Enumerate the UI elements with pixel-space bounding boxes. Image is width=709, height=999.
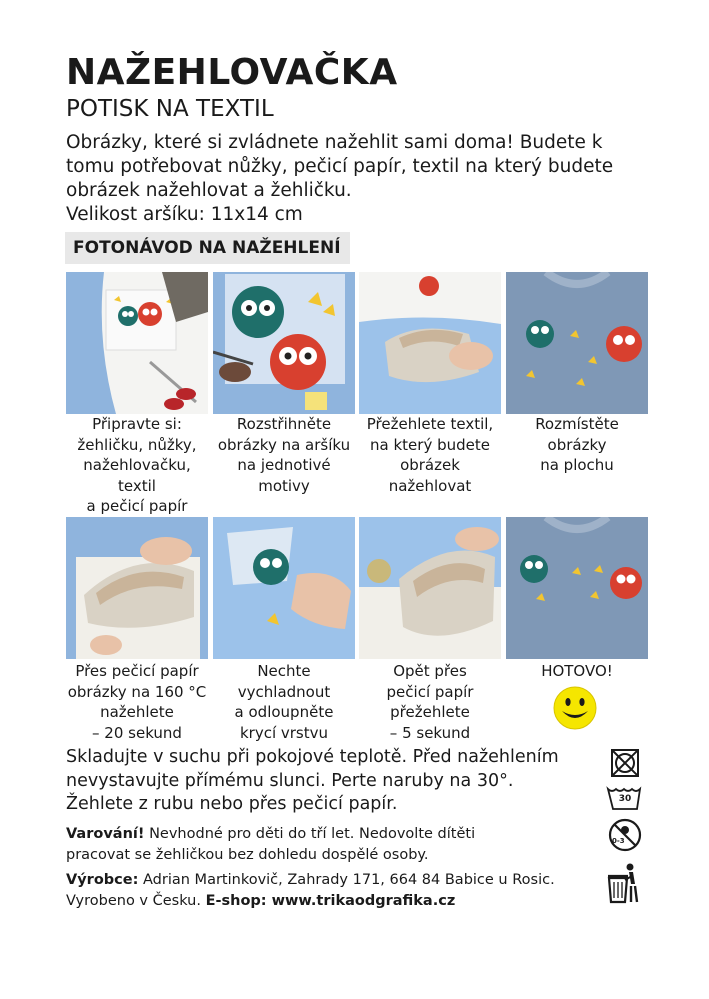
step-prepare-photo: [66, 272, 208, 414]
age-label: 0-3: [612, 837, 625, 845]
intro-line: tomu potřebovat nůžky, pečicí papír, textil na který budete: [66, 156, 614, 177]
step-done-photo: [506, 517, 648, 659]
step-peel-photo: [213, 517, 355, 659]
step-caption: HOTOVO!: [541, 662, 613, 680]
storage-instructions: Skladujte v suchu při pokojové teplotě. Před nažehlením nevystavujte přímému slunci. Perte naruby na 30°. Žehlete z rubu nebo přes pečicí papír.: [66, 747, 559, 814]
manufacturer-info: Výrobce: Adrian Martinkovič, Zahrady 171, 664 84 Babice u Rosic. Vyrobeno v Česku. E-shop: www.trikaodgrafika.cz: [66, 872, 555, 909]
page-title: NAŽEHLOVAČKA: [66, 52, 398, 93]
step-caption: Připravte si: žehličku, nůžky, nažehlovačku, textil a pečicí papír: [77, 415, 197, 515]
sheet-size: Velikost aršíku: 11x14 cm: [66, 204, 303, 225]
step-caption: Rozmístěte obrázky na plochu: [535, 415, 619, 474]
section-title: FOTONÁVOD NA NAŽEHLENÍ: [73, 238, 341, 258]
step-iron-paper-photo: [66, 517, 208, 659]
step-caption: Nechte vychladnout a odloupněte krycí vrstvu: [234, 662, 334, 742]
warning-text: Varování! Nevhodné pro děti do tří let. Nedovolte dítěti pracovat se žehličkou bez dohledu dospělé osoby.: [66, 826, 476, 863]
step-caption: Přežehlete textil, na který budete obrázek nažehlovat: [366, 415, 494, 495]
section-heading: [65, 232, 350, 264]
step-arrange-photo: [506, 272, 648, 414]
step-cut-photo: [213, 272, 355, 414]
intro-line: obrázek nažehlovat a žehličku.: [66, 180, 352, 201]
step-iron-again-photo: [359, 517, 501, 659]
wash-temp-label: 30: [618, 794, 632, 804]
page-subtitle: POTISK NA TEXTIL: [66, 96, 274, 122]
wash-30-icon: [606, 785, 644, 811]
step-caption: Přes pečicí papír obrázky na 160 °C nažehlete – 20 sekund: [67, 662, 207, 742]
step-caption: Opět přes pečicí papír přežehlete – 5 sekund: [386, 662, 474, 742]
no-tumble-dry-icon: [610, 748, 640, 782]
step-caption: Rozstřihněte obrázky na aršíku na jednotivé motivy: [217, 415, 351, 495]
intro-line: Obrázky, které si zvládnete nažehlit sami doma! Budete k: [66, 132, 603, 153]
smiley-icon: [552, 685, 598, 735]
warning-label: Varování!: [66, 826, 145, 842]
intro-text: [66, 131, 666, 227]
eshop-link[interactable]: E-shop: www.trikaodgrafika.cz: [205, 893, 456, 909]
step-iron-textile-photo: [359, 272, 501, 414]
maker-label: Výrobce:: [66, 872, 139, 888]
